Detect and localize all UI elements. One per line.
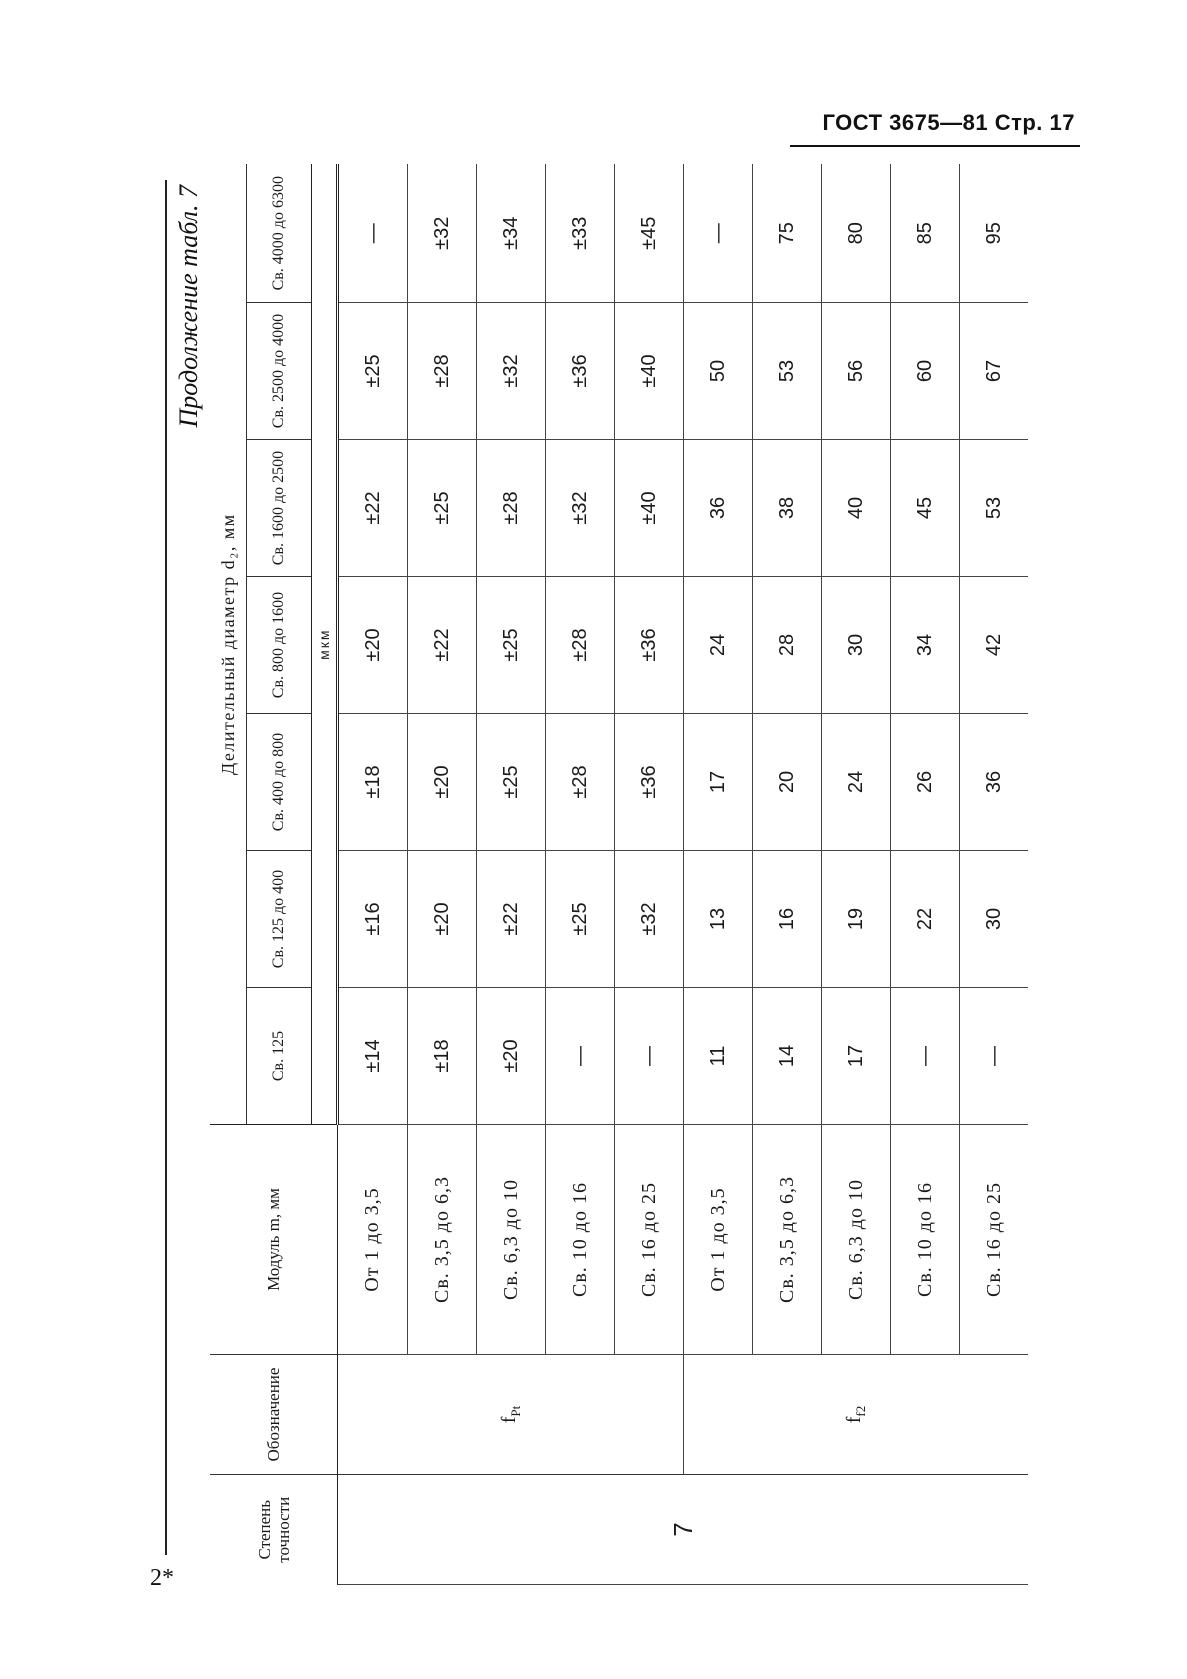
value-cell: ±40 — [615, 440, 684, 577]
value-cell: ±18 — [338, 714, 408, 851]
value-cell: 17 — [822, 988, 891, 1125]
symbol-sub: Pt — [507, 1405, 523, 1417]
page-footnote: 2* — [150, 1565, 174, 1591]
value-cell: ±22 — [477, 851, 546, 988]
value-cell: 36 — [960, 714, 1029, 851]
value-cell: 17 — [684, 714, 753, 851]
value-cell: — — [960, 988, 1029, 1125]
symbol-cell-ff2 — [684, 1355, 1029, 1475]
value-cell: 50 — [684, 303, 753, 440]
module-cell: Св. 6,3 до 10 — [822, 1125, 891, 1355]
module-cell: Св. 6,3 до 10 — [477, 1125, 546, 1355]
module-cell: Св. 16 до 25 — [615, 1125, 684, 1355]
value-cell: 11 — [684, 988, 753, 1125]
value-cell: 19 — [822, 851, 891, 988]
value-cell: ±32 — [546, 440, 615, 577]
value-cell: ±32 — [477, 303, 546, 440]
value-cell: — — [338, 164, 408, 302]
value-cell: ±18 — [408, 988, 477, 1125]
value-cell: 30 — [960, 851, 1029, 988]
value-cell: ±32 — [615, 851, 684, 988]
value-cell: 28 — [753, 577, 822, 714]
value-cell: 36 — [684, 440, 753, 577]
value-cell: ±34 — [477, 164, 546, 302]
tolerance-table — [210, 164, 1028, 1585]
col-header-module: Модуль m, мм — [210, 1125, 338, 1355]
value-cell: ±22 — [408, 577, 477, 714]
value-cell: ±28 — [546, 577, 615, 714]
value-cell: 80 — [822, 164, 891, 302]
value-cell: 24 — [684, 577, 753, 714]
table-caption: Продолжение табл. 7 — [174, 185, 203, 428]
value-cell: ±36 — [615, 714, 684, 851]
table-row — [338, 164, 408, 1584]
col-header-diameter-group: Делительный диаметр d₂, мм — [210, 164, 247, 1124]
degree-cell: 7 — [338, 1475, 1029, 1585]
value-cell: 75 — [753, 164, 822, 302]
value-cell: 85 — [891, 164, 960, 302]
value-cell: ±45 — [615, 164, 684, 302]
value-cell: — — [684, 164, 753, 302]
rotated-table-block — [168, 165, 1068, 1585]
value-cell: ±16 — [338, 851, 408, 988]
col-header-diameter: Св. 125 до 400 — [247, 851, 312, 988]
value-cell: 56 — [822, 303, 891, 440]
col-header-diameter: Св. 1600 до 2500 — [247, 440, 312, 577]
value-cell: 14 — [753, 988, 822, 1125]
value-cell: 16 — [753, 851, 822, 988]
value-cell: 45 — [891, 440, 960, 577]
value-cell: 60 — [891, 303, 960, 440]
table-body — [338, 164, 1029, 1584]
value-cell: — — [891, 988, 960, 1125]
value-cell: 38 — [753, 440, 822, 577]
col-header-diameter: Св. 125 — [247, 988, 312, 1125]
value-cell: — — [615, 988, 684, 1125]
value-cell: ±20 — [477, 988, 546, 1125]
value-cell: ±25 — [408, 440, 477, 577]
value-cell: 20 — [753, 714, 822, 851]
value-cell: 13 — [684, 851, 753, 988]
value-cell: ±36 — [615, 577, 684, 714]
value-cell: 30 — [822, 577, 891, 714]
value-cell: ±25 — [477, 714, 546, 851]
value-cell: 53 — [960, 440, 1029, 577]
module-cell: Св. 10 до 16 — [546, 1125, 615, 1355]
value-cell: 26 — [891, 714, 960, 851]
value-cell: ±25 — [477, 577, 546, 714]
value-cell: ±28 — [477, 440, 546, 577]
module-cell: Св. 16 до 25 — [960, 1125, 1029, 1355]
table-row — [684, 164, 753, 1584]
module-cell: От 1 до 3,5 — [684, 1125, 753, 1355]
value-cell: ±20 — [408, 714, 477, 851]
value-cell: 34 — [891, 577, 960, 714]
symbol-cell-fpt — [338, 1355, 684, 1475]
value-cell: ±36 — [546, 303, 615, 440]
symbol-sub: f2 — [853, 1405, 868, 1417]
value-cell: 53 — [753, 303, 822, 440]
col-header-diameter: Св. 2500 до 4000 — [247, 303, 312, 440]
symbol-main: f — [497, 1416, 520, 1424]
header-rule — [790, 145, 1080, 147]
module-cell: Св. 3,5 до 6,3 — [753, 1125, 822, 1355]
value-cell: ±14 — [338, 988, 408, 1125]
page-header: ГОСТ 3675—81 Стр. 17 — [822, 110, 1075, 135]
symbol-main: f — [843, 1416, 865, 1424]
unit-label: мкм — [312, 164, 338, 1124]
col-header-degree: Степень точности — [210, 1475, 338, 1585]
col-header-diameter: Св. 4000 до 6300 — [247, 164, 312, 302]
value-cell: ±28 — [546, 714, 615, 851]
col-header-symbol: Обозначение — [210, 1355, 338, 1475]
value-cell: 42 — [960, 577, 1029, 714]
value-cell: ±33 — [546, 164, 615, 302]
value-cell: 22 — [891, 851, 960, 988]
value-cell: ±22 — [338, 440, 408, 577]
value-cell: ±32 — [408, 164, 477, 302]
value-cell: 67 — [960, 303, 1029, 440]
col-header-diameter: Св. 800 до 1600 — [247, 577, 312, 714]
margin-rule — [165, 180, 167, 1555]
value-cell: ±20 — [408, 851, 477, 988]
value-cell: 40 — [822, 440, 891, 577]
value-cell: ±28 — [408, 303, 477, 440]
value-cell: ±25 — [338, 303, 408, 440]
module-cell: Св. 10 до 16 — [891, 1125, 960, 1355]
module-cell: Св. 3,5 до 6,3 — [408, 1125, 477, 1355]
value-cell: ±25 — [546, 851, 615, 988]
value-cell: 24 — [822, 714, 891, 851]
value-cell: — — [546, 988, 615, 1125]
value-cell: ±20 — [338, 577, 408, 714]
value-cell: 95 — [960, 164, 1029, 302]
col-header-diameter: Св. 400 до 800 — [247, 714, 312, 851]
value-cell: ±40 — [615, 303, 684, 440]
module-cell: От 1 до 3,5 — [338, 1125, 408, 1355]
